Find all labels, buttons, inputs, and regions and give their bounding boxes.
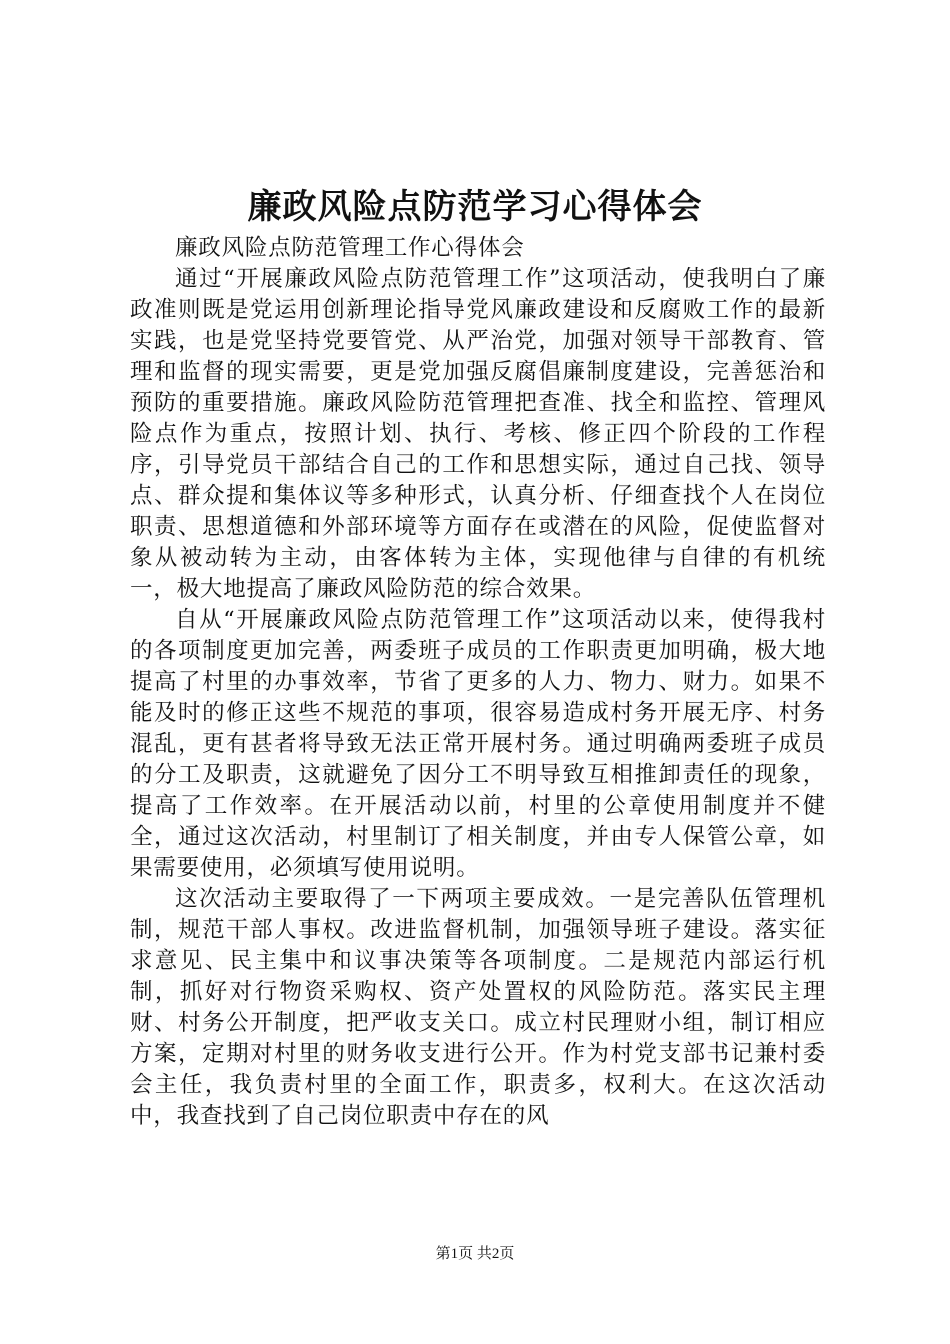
page-footer: 第1页 共2页 <box>435 1246 515 1262</box>
document-body <box>130 233 826 1132</box>
paragraph-1: 通过“开展廉政风险点防范管理工作”这项活动，使我明白了廉政准则既是党运用创新理论指导党风廉政建设和反腐败工作的最新实践，也是党坚持党要管党、从严治党，加强对领导干部教育、管理和监督的现实需要，更是党加强反腐倡廉制度建设，完善惩治和预防的重要措施。廉政风险防范管理把查准、找全和监控、管理风险点作为重点，按照计划、执行、考核、修正四个阶段的工作程序，引导党员干部结合自己的工作和思想实际，通过自己找、领导点、群众提和集体议等多种形式，认真分析、仔细查找个人在岗位职责、思想道德和外部环境等方面存在或潜在的风险，促使监督对象从被动转为主动，由客体转为主体，实现他律与自律的有机统一，极大地提高了廉政风险防范的综合效果。 <box>130 266 826 602</box>
document-subtitle: 廉政风险点防范管理工作心得体会 <box>175 235 525 261</box>
document-title: 廉政风险点防范学习心得体会 <box>247 187 703 227</box>
paragraph-3: 这次活动主要取得了一下两项主要成效。一是完善队伍管理机制，规范干部人事权。改进监督机制，加强领导班子建设。落实征求意见、民主集中和议事决策等各项制度。二是规范内部运行机制，抓好对行物资采购权、资产处置权的风险防范。落实民主理财、村务公开制度，把严收支关口。成立村民理财小组，制订相应方案，定期对村里的财务收支进行公开。作为村党支部书记兼村委会主任，我负责村里的全面工作，职责多，权利大。在这次活动中，我查找到了自己岗位职责中存在的风 <box>130 886 826 1129</box>
paragraph-2: 自从“开展廉政风险点防范管理工作”这项活动以来，使得我村的各项制度更加完善，两委班子成员的工作职责更加明确，极大地提高了村里的办事效率，节省了更多的人力、物力、财力。如果不能及时的修正这些不规范的事项，很容易造成村务开展无序、村务混乱，更有甚者将导致无法正常开展村务。通过明确两委班子成员的分工及职责，这就避免了因分工不明导致互相推卸责任的现象，提高了工作效率。在开展活动以前，村里的公章使用制度并不健全，通过这次活动，村里制订了相关制度，并由专人保管公章，如果需要使用，必须填写使用说明。 <box>130 607 826 881</box>
